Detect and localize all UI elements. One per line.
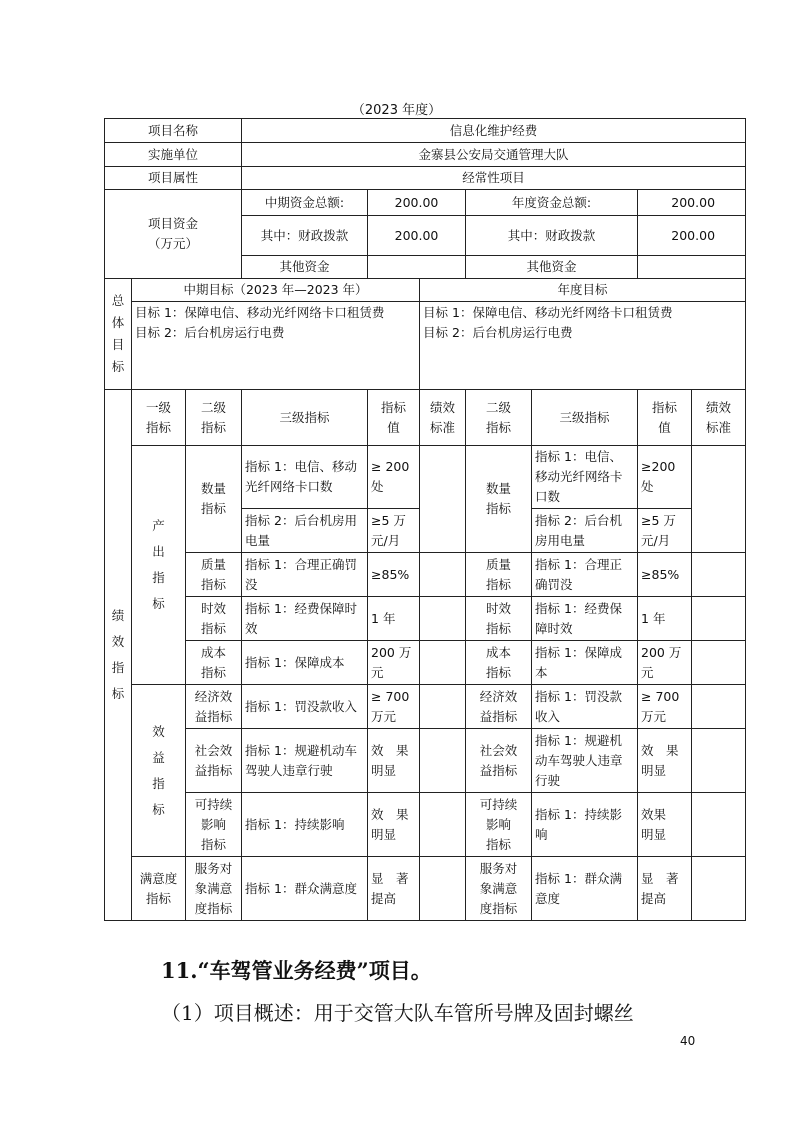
l3-cell: 指标 1：持续影响 — [242, 793, 368, 857]
l2-cell: 质量 指标 — [186, 553, 242, 597]
l3-cell-year: 指标 1：群众满意度 — [532, 857, 638, 921]
header-l3-year: 三级指标 — [532, 390, 638, 446]
l3-cell: 指标 1：电信、移动光纤网络卡口数 — [242, 446, 368, 509]
header-l2: 二级 指标 — [186, 390, 242, 446]
l2-cell: 数量 指标 — [186, 446, 242, 553]
value-cell-year: 1 年 — [638, 597, 692, 641]
mid-total-value: 200.00 — [368, 190, 466, 216]
mid-goal-header: 中期目标（2023 年—2023 年） — [132, 279, 420, 302]
value-cell: 1 年 — [368, 597, 420, 641]
standard-cell-year — [692, 793, 746, 857]
l3-cell: 指标 1：经费保障时效 — [242, 597, 368, 641]
label-unit: 实施单位 — [105, 143, 242, 167]
label-performance: 绩 效 指 标 — [105, 390, 132, 921]
performance-table — [104, 118, 746, 921]
standard-cell — [420, 597, 466, 641]
l2-cell: 时效 指标 — [186, 597, 242, 641]
l3-cell-year: 指标 1：经费保障时效 — [532, 597, 638, 641]
year-total-value: 200.00 — [638, 190, 746, 216]
header-standard: 绩效 标准 — [420, 390, 466, 446]
label-attribute: 项目属性 — [105, 167, 242, 190]
section-heading: 11.“车驾管业务经费”项目。 — [161, 958, 432, 983]
value-cell-year: 效 果 明显 — [638, 729, 692, 793]
l3-cell: 指标 1：罚没款收入 — [242, 685, 368, 729]
label-funds: 项目资金 （万元） — [105, 190, 242, 279]
standard-cell-year — [692, 597, 746, 641]
standard-cell-year — [692, 729, 746, 793]
l3-cell: 指标 1：保障成本 — [242, 641, 368, 685]
label-year-total: 年度资金总额: — [466, 190, 638, 216]
l2-cell: 服务对 象满意 度指标 — [186, 857, 242, 921]
section-paragraph: （1）项目概述：用于交管大队车管所号牌及固封螺丝 — [161, 1001, 634, 1025]
label-year-other: 其他资金 — [466, 256, 638, 279]
implementing-unit: 金寨县公安局交通管理大队 — [242, 143, 746, 167]
standard-cell — [420, 641, 466, 685]
value-cell-year: 显 著 提高 — [638, 857, 692, 921]
value-cell-year: ≥200 处 — [638, 446, 692, 509]
header-standard-year: 绩效 标准 — [692, 390, 746, 446]
value-cell-year: 效果 明显 — [638, 793, 692, 857]
l2-cell: 社会效 益指标 — [186, 729, 242, 793]
year-caption: （2023 年度） — [351, 103, 442, 118]
standard-cell-year — [692, 857, 746, 921]
header-l3: 三级指标 — [242, 390, 368, 446]
value-cell: 效 果 明显 — [368, 793, 420, 857]
l2-cell-year: 成本 指标 — [466, 641, 532, 685]
standard-cell — [420, 857, 466, 921]
standard-cell-year — [692, 685, 746, 729]
value-cell-year: 200 万 元 — [638, 641, 692, 685]
value-cell-year: ≥5 万 元/月 — [638, 509, 692, 553]
value-cell-year: ≥ 700 万元 — [638, 685, 692, 729]
l3-cell-year: 指标 1：规避机动车驾驶人违章行驶 — [532, 729, 638, 793]
project-attribute: 经常性项目 — [242, 167, 746, 190]
header-value: 指标 值 — [368, 390, 420, 446]
value-cell: 显 著 提高 — [368, 857, 420, 921]
l1-satisfaction: 满意度 指标 — [132, 857, 186, 921]
label-mid-total: 中期资金总额: — [242, 190, 368, 216]
year-goal-header: 年度目标 — [420, 279, 746, 302]
header-value-year: 指标 值 — [638, 390, 692, 446]
page-number: 40 — [680, 1034, 696, 1048]
l3-cell: 指标 1：合理正确罚没 — [242, 553, 368, 597]
l2-cell: 成本 指标 — [186, 641, 242, 685]
l2-cell-year: 可持续 影响 指标 — [466, 793, 532, 857]
l2-cell-year: 数量 指标 — [466, 446, 532, 553]
standard-cell — [420, 685, 466, 729]
label-overall-goal: 总 体 目 标 — [105, 279, 132, 390]
l2-cell-year: 时效 指标 — [466, 597, 532, 641]
project-name: 信息化维护经费 — [242, 119, 746, 143]
value-cell: ≥5 万 元/月 — [368, 509, 420, 553]
l3-cell: 指标 2：后台机房用电量 — [242, 509, 368, 553]
value-cell: ≥85% — [368, 553, 420, 597]
standard-cell — [420, 729, 466, 793]
label-mid-fiscal: 其中：财政拨款 — [242, 216, 368, 256]
l2-cell: 经济效 益指标 — [186, 685, 242, 729]
l3-cell: 指标 1：群众满意度 — [242, 857, 368, 921]
label-project-name: 项目名称 — [105, 119, 242, 143]
header-l1: 一级 指标 — [132, 390, 186, 446]
l3-cell-year: 指标 1：电信、移动光纤网络卡口数 — [532, 446, 638, 509]
header-l2-year: 二级 指标 — [466, 390, 532, 446]
value-cell: ≥ 200 处 — [368, 446, 420, 509]
standard-cell-year — [692, 553, 746, 597]
l3-cell-year: 指标 2：后台机房用电量 — [532, 509, 638, 553]
l3-cell: 指标 1：规避机动车驾驶人违章行驶 — [242, 729, 368, 793]
l3-cell-year: 指标 1：保障成本 — [532, 641, 638, 685]
label-year-fiscal: 其中：财政拨款 — [466, 216, 638, 256]
mid-goal-text: 目标 1：保障电信、移动光纤网络卡口租赁费 目标 2：后台机房运行电费 — [132, 302, 420, 390]
l2-cell-year: 社会效 益指标 — [466, 729, 532, 793]
l2-cell-year: 经济效 益指标 — [466, 685, 532, 729]
l3-cell-year: 指标 1：合理正确罚没 — [532, 553, 638, 597]
standard-cell-year — [692, 641, 746, 685]
l1-benefit: 效 益 指 标 — [132, 685, 186, 857]
standard-cell — [420, 553, 466, 597]
l1-output: 产 出 指 标 — [132, 446, 186, 685]
value-cell: ≥ 700 万元 — [368, 685, 420, 729]
l2-cell: 可持续 影响 指标 — [186, 793, 242, 857]
l2-cell-year: 服务对 象满意 度指标 — [466, 857, 532, 921]
l2-cell-year: 质量 指标 — [466, 553, 532, 597]
standard-cell — [420, 446, 466, 553]
l3-cell-year: 指标 1：持续影响 — [532, 793, 638, 857]
value-cell-year: ≥85% — [638, 553, 692, 597]
year-fiscal-value: 200.00 — [638, 216, 746, 256]
label-mid-other: 其他资金 — [242, 256, 368, 279]
mid-fiscal-value: 200.00 — [368, 216, 466, 256]
standard-cell-year — [692, 446, 746, 553]
standard-cell — [420, 793, 466, 857]
value-cell: 效 果 明显 — [368, 729, 420, 793]
value-cell: 200 万 元 — [368, 641, 420, 685]
year-goal-text: 目标 1：保障电信、移动光纤网络卡口租赁费 目标 2：后台机房运行电费 — [420, 302, 746, 390]
l3-cell-year: 指标 1：罚没款收入 — [532, 685, 638, 729]
